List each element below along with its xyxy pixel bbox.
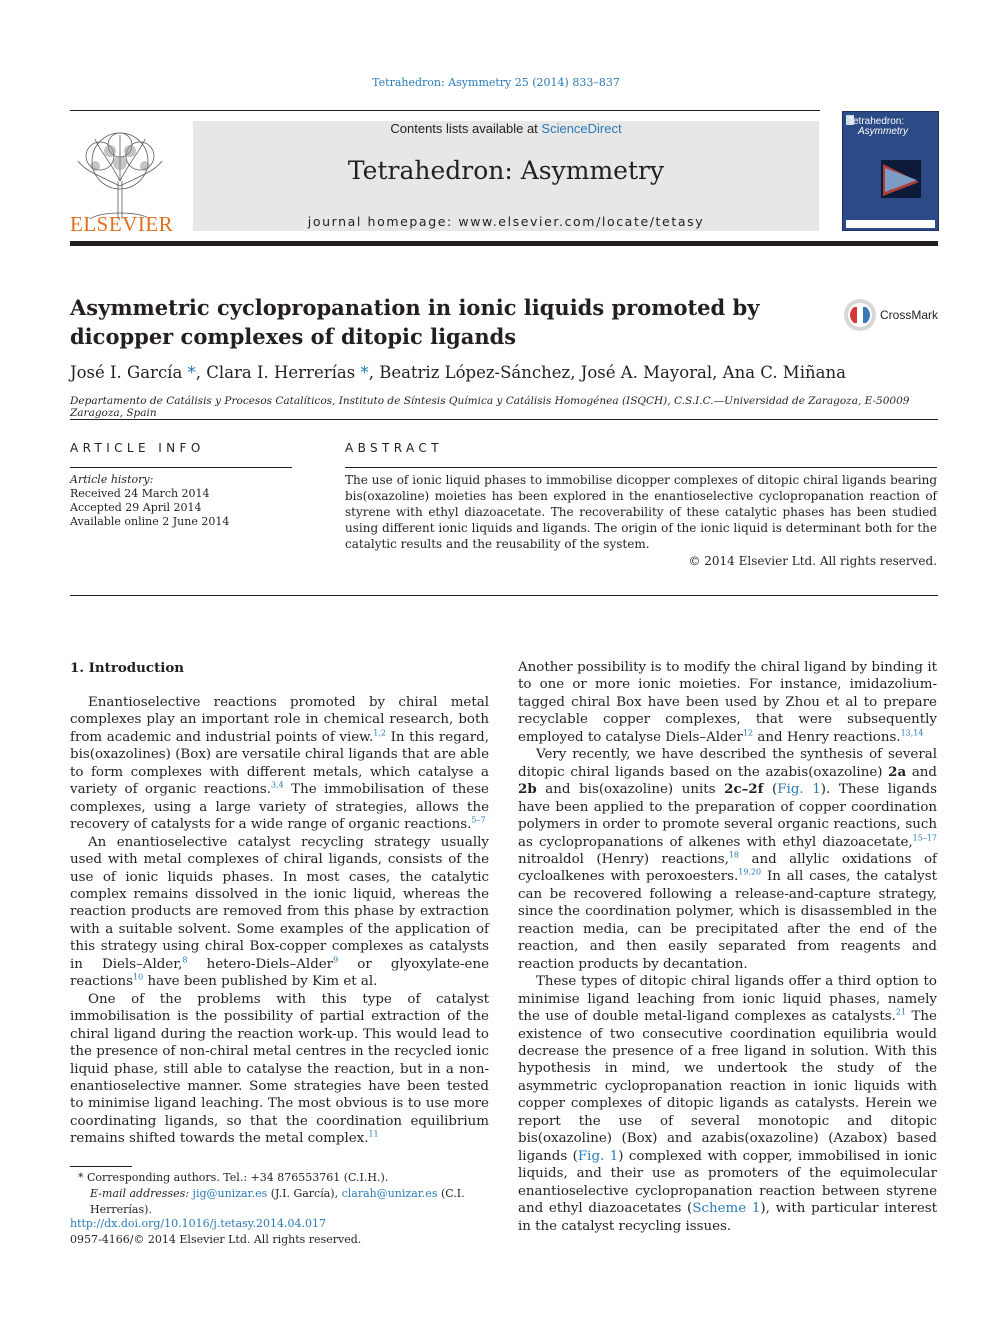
sciencedirect-link[interactable]: ScienceDirect	[541, 121, 622, 136]
figure-reference-link[interactable]: Scheme 1	[692, 1201, 761, 1217]
reference-citation[interactable]: 8	[182, 955, 188, 965]
abstract-copyright: © 2014 Elsevier Ltd. All rights reserved.	[688, 554, 937, 568]
crossmark-label[interactable]: CrossMark	[880, 308, 939, 322]
author-name[interactable]: José A. Mayoral	[580, 363, 713, 382]
compound-label: 2b	[518, 781, 537, 798]
email-owner-herrerias: (C.I. Herrerías).	[90, 1187, 465, 1216]
compound-label: 2a	[888, 763, 907, 780]
crossmark-icon[interactable]	[843, 298, 877, 332]
body-paragraph: Very recently, we have described the synthesis of several ditopic chiral ligands based on the azabis(oxazoline) 2a and 2b and bis(oxazoline) units 2c–2f (Fig. 1). These ligands have been applied to the preparation of copper coordination polymers in order to promote several organic reactions, such as cyclopropanations of alkenes with ethyl diazoacetate,$^{15-17}$ nitroaldol (Henry) reactions,$^{18}$ and allylic oxidations of cycloalkenes with peroxoesters.$^{19,20}$ In all cases, the catalyst can be recovered following a release-and-capture strategy, since the coordination polymer, which is disassembled in the reaction media, can be precipitated after the end of the reaction, and then easily separated from reagents and reaction products by decantation.	[518, 747, 938, 972]
email-link-herrerias[interactable]: clarah@unizar.es	[341, 1187, 438, 1200]
author-name[interactable]: Clara I. Herrerías	[206, 363, 356, 382]
reference-citation[interactable]: 15–17	[912, 833, 937, 843]
body-paragraph: An enantioselective catalyst recycling strategy usually used with metal complexes of chiral ligands, consists of the use of ionic liquids phases. In most cases, the catalytic complex remains dissolved in the ionic liquid, whereas the reaction products are removed from this phase by extraction with a suitable solvent. Some examples of the application of this strategy using chiral Box-copper complexes as catalysts in Diels–Alder,$^8$ hetero-Diels–Alder$^9$ or glyoxylate-ene reactions$^{10}$ have been published by Kim et al.	[70, 834, 489, 990]
corresponding-author-marker[interactable]: *	[355, 363, 369, 382]
abstract-text: The use of ionic liquid phases to immobilise dicopper complexes of ditopic chiral ligands bearing bis(oxazoline) moieties has been explored in the enantioselective cyclopropanation reaction of styrene with ethyl diazoacetate. The recoverability of these catalytic phases has been studied using different ionic liquids and ligands. The origin of the ionic liquid is determinant both for the catalytic results and the reusability of the system.	[345, 473, 937, 551]
reference-citation[interactable]: 5–7	[471, 815, 486, 825]
header-thick-rule	[70, 241, 938, 246]
history-label: Article history:	[70, 473, 154, 486]
reference-citation[interactable]: 18	[728, 850, 740, 860]
article-info-heading: ARTICLE INFO	[70, 441, 205, 455]
online-date: Available online 2 June 2014	[70, 515, 230, 528]
author-name[interactable]: José I. García	[70, 363, 183, 382]
article-title: Asymmetric cyclopropanation in ionic liquids promoted by dicopper complexes of ditopic ligands	[70, 295, 760, 349]
elsevier-wordmark: ELSEVIER	[70, 212, 174, 236]
reference-citation[interactable]: 1,2	[373, 728, 387, 738]
body-paragraph: One of the problems with this type of catalyst immobilisation is the possibility of partial extraction of the chiral ligand during the reaction work-up. This would lead to the presence of non-chiral metal centres in the recycled ionic liquid phase, still able to catalyse the reaction, but in a non-enantioselective manner. Some strategies have been tested to minimise ligand leaching. The most obvious is to use more coordinating ligands, so that the coordination equilibrium remains shifted towards the metal complex.$^{11}$	[70, 991, 489, 1147]
reference-citation[interactable]: 13,14	[900, 728, 924, 738]
reference-citation[interactable]: 11	[368, 1129, 379, 1139]
article-info-rule	[70, 467, 292, 468]
reference-citation[interactable]: 9	[333, 955, 339, 965]
journal-citation[interactable]: Tetrahedron: Asymmetry 25 (2014) 833–837	[372, 76, 620, 89]
abstract-bottom-rule	[70, 595, 938, 596]
journal-homepage[interactable]: journal homepage: www.elsevier.com/locate/tetasy	[307, 214, 705, 229]
figure-reference-link[interactable]: Fig. 1	[777, 782, 821, 798]
corresponding-footnote: * Corresponding authors. Tel.: +34 876553761 (C.I.H.).	[78, 1171, 389, 1184]
abstract-rule	[345, 467, 937, 468]
cover-title: Tetrahedron: Asymmetry	[848, 116, 908, 137]
footnote-star: *	[78, 1171, 87, 1184]
body-left-column	[70, 694, 489, 1148]
body-paragraph: These types of ditopic chiral ligands offer a third option to minimise ligand leaching from ionic liquid phases, namely the use of double metal-ligand complexes as catalysts.$^{21}$ The existence of two consecutive coordination equilibria would decrease the presence of a free ligand in solution. With this hypothesis in mind, we undertook the study of the asymmetric cyclopropanation reaction in ionic liquids with copper complexes of ditopic ligands as catalysts. Herein we report the use of several monotopic and ditopic bis(oxazoline) (Box) and azabis(oxazoline) (Azabox) based ligands (Fig. 1) complexed with copper, immobilised in ionic liquids, and their use as promoters of the equimolecular enantioselective cyclopropanation reaction between styrene and ethyl diazoacetates (Scheme 1), with particular interest in the catalyst recycling issues.	[518, 974, 937, 1234]
affiliation-rule	[70, 419, 938, 420]
footnotes	[70, 1170, 500, 1218]
received-date: Received 24 March 2014	[70, 487, 210, 500]
compound-label: 2c–2f	[724, 781, 764, 798]
footnote-rule	[70, 1166, 132, 1167]
article-history	[70, 473, 292, 529]
section-heading-introduction: 1. Introduction	[70, 660, 185, 676]
contents-line	[193, 121, 819, 136]
author-name[interactable]: Beatriz López-Sánchez	[379, 363, 571, 382]
figure-reference-link[interactable]: Fig. 1	[577, 1148, 619, 1164]
reference-citation[interactable]: 3,4	[271, 780, 284, 790]
reference-citation[interactable]: 21	[895, 1007, 907, 1017]
reference-citation[interactable]: 12	[742, 728, 754, 738]
email-link-garcia[interactable]: jig@unizar.es	[192, 1187, 268, 1200]
corresponding-author-marker[interactable]: *	[182, 363, 196, 382]
affiliation: Departamento de Catálisis y Procesos Catalíticos, Instituto de Síntesis Química y Catálisis Homogénea (ISQCH), C.S.I.C.—Universidad de Zaragoza, E-50009 Zaragoza, Spain	[70, 395, 910, 419]
body-paragraph: Enantioselective reactions promoted by chiral metal complexes play an important role in chemical research, both from academic and industrial points of view.$^{1,2}$ In this regard, bis(oxazolines) (Box) are versatile chiral ligands that are able to form complexes with different metals, which catalyse a variety of organic reactions.$^{3,4}$ The immobilisation of these complexes, using a large variety of strategies, allows the recovery of catalysts for a wide range of organic reactions.$^{5-7}$	[70, 695, 489, 833]
issn-copyright: 0957-4166/© 2014 Elsevier Ltd. All rights reserved.	[70, 1233, 362, 1246]
body-right-column	[518, 659, 937, 1235]
doi-block	[70, 1216, 361, 1248]
body-paragraph: Another possibility is to modify the chiral ligand by binding it to one or more ionic moieties. For instance, imidazolium-tagged chiral Box have been used by Zhou et al to prepare recyclable copper complexes, that were subsequently employed to catalyse Diels–Alder$^{12}$ and Henry reactions.$^{13,14}$	[518, 660, 937, 745]
abstract-heading: ABSTRACT	[345, 441, 443, 455]
journal-title: Tetrahedron: Asymmetry	[347, 156, 665, 185]
author-name[interactable]: Ana C. Miñana	[722, 363, 846, 382]
email-footnote	[70, 1186, 500, 1218]
reference-citation[interactable]: 19,20	[738, 867, 762, 877]
email-label: E-mail addresses:	[90, 1187, 190, 1200]
accepted-date: Accepted 29 April 2014	[70, 501, 202, 514]
doi-link[interactable]: http://dx.doi.org/10.1016/j.tetasy.2014.04.017	[70, 1217, 327, 1230]
contents-prefix: Contents lists available at	[390, 121, 542, 136]
reference-citation[interactable]: 10	[133, 972, 144, 982]
email-owner-garcia: (J.I. García),	[270, 1187, 339, 1200]
header-top-rule	[70, 110, 820, 111]
author-list: José I. García *, Clara I. Herrerías *, Beatriz López-Sánchez, José A. Mayoral, Ana C. Miñana	[70, 363, 846, 382]
